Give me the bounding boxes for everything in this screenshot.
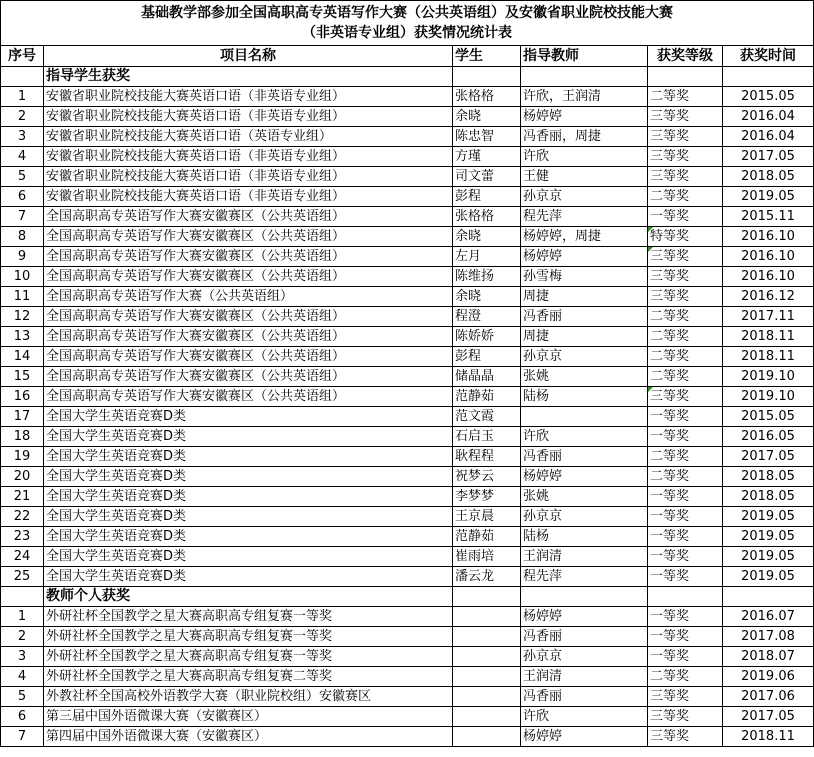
table-row (1, 547, 814, 567)
table-row (1, 467, 814, 487)
cell-no[interactable]: 13 (1, 327, 44, 347)
header-teacher[interactable]: 指导教师 (521, 46, 648, 67)
cell-student[interactable]: 范静茹 (453, 527, 521, 547)
cell-project[interactable]: 全国高职高专英语写作大赛安徽赛区（公共英语组） (44, 247, 453, 267)
table-row (1, 127, 814, 147)
table-row (1, 207, 814, 227)
cell-student[interactable] (453, 627, 521, 647)
table-row (1, 267, 814, 287)
table-row (1, 107, 814, 127)
section-empty-cell[interactable] (453, 587, 521, 607)
cell-student[interactable]: 储晶晶 (453, 367, 521, 387)
cell-time[interactable]: 2016.10 (723, 247, 814, 267)
cell-level[interactable]: 一等奖 (648, 407, 723, 427)
header-time[interactable]: 获奖时间 (723, 46, 814, 67)
cell-teacher[interactable]: 周捷 (521, 327, 648, 347)
cell-no[interactable]: 12 (1, 307, 44, 327)
cell-level[interactable]: 三等奖 (648, 687, 723, 707)
cell-time[interactable]: 2019.10 (723, 387, 814, 407)
cell-time[interactable]: 2016.12 (723, 287, 814, 307)
cell-project[interactable]: 全国高职高专英语写作大赛安徽赛区（公共英语组） (44, 367, 453, 387)
table-row (1, 627, 814, 647)
section-empty-cell[interactable] (723, 587, 814, 607)
cell-no[interactable]: 3 (1, 127, 44, 147)
cell-level[interactable]: 二等奖 (648, 367, 723, 387)
header-row (1, 46, 814, 67)
cell-level[interactable]: 一等奖 (648, 527, 723, 547)
cell-teacher[interactable]: 冯香丽 (521, 307, 648, 327)
cell-no[interactable]: 10 (1, 267, 44, 287)
cell-teacher[interactable]: 孙京京 (521, 647, 648, 667)
cell-time[interactable]: 2019.06 (723, 667, 814, 687)
cell-no[interactable]: 8 (1, 227, 44, 247)
cell-no[interactable]: 21 (1, 487, 44, 507)
cell-project[interactable]: 全国大学生英语竞赛D类 (44, 487, 453, 507)
cell-level[interactable]: 三等奖 (648, 127, 723, 147)
cell-project[interactable]: 全国高职高专英语写作大赛安徽赛区（公共英语组） (44, 327, 453, 347)
cell-no[interactable]: 18 (1, 427, 44, 447)
cell-project[interactable]: 全国大学生英语竞赛D类 (44, 567, 453, 587)
cell-no[interactable]: 16 (1, 387, 44, 407)
cell-no[interactable]: 2 (1, 107, 44, 127)
cell-teacher[interactable]: 孙京京 (521, 347, 648, 367)
table-row (1, 567, 814, 587)
cell-level[interactable]: 三等奖 (648, 287, 723, 307)
cell-teacher[interactable]: 许欣 (521, 427, 648, 447)
table-row (1, 87, 814, 107)
cell-time[interactable]: 2016.10 (723, 267, 814, 287)
table-row (1, 607, 814, 627)
cell-level[interactable]: 三等奖 (648, 167, 723, 187)
cell-time[interactable]: 2015.05 (723, 87, 814, 107)
table-row (1, 327, 814, 347)
cell-no[interactable]: 3 (1, 647, 44, 667)
cell-time[interactable]: 2018.11 (723, 347, 814, 367)
cell-level[interactable]: 一等奖 (648, 427, 723, 447)
cell-student[interactable]: 潘云龙 (453, 567, 521, 587)
cell-student[interactable]: 余晓 (453, 287, 521, 307)
table-row (1, 147, 814, 167)
cell-time[interactable]: 2017.06 (723, 687, 814, 707)
cell-level[interactable]: 二等奖 (648, 447, 723, 467)
cell-student[interactable]: 陈娇娇 (453, 327, 521, 347)
cell-project[interactable]: 外研社杯全国教学之星大赛高职高专组复赛二等奖 (44, 667, 453, 687)
cell-teacher[interactable]: 陆杨 (521, 387, 648, 407)
table-row (1, 287, 814, 307)
cell-time[interactable]: 2019.05 (723, 507, 814, 527)
cell-student[interactable] (453, 667, 521, 687)
title-line-2: （非英语专业组）获奖情况统计表 (302, 25, 512, 41)
cell-time[interactable]: 2017.05 (723, 147, 814, 167)
cell-student[interactable]: 范文霞 (453, 407, 521, 427)
cell-time[interactable]: 2017.08 (723, 627, 814, 647)
cell-project[interactable]: 外研社杯全国教学之星大赛高职高专组复赛一等奖 (44, 627, 453, 647)
table-row (1, 527, 814, 547)
cell-level[interactable]: 三等奖 (648, 107, 723, 127)
cell-project[interactable]: 全国大学生英语竞赛D类 (44, 547, 453, 567)
cell-project[interactable]: 全国大学生英语竞赛D类 (44, 407, 453, 427)
cell-teacher[interactable]: 周捷 (521, 287, 648, 307)
cell-teacher[interactable]: 许欣，王润清 (521, 87, 648, 107)
cell-project[interactable]: 全国高职高专英语写作大赛安徽赛区（公共英语组） (44, 387, 453, 407)
cell-level[interactable]: 三等奖 (648, 387, 723, 407)
cell-no[interactable]: 19 (1, 447, 44, 467)
cell-project[interactable]: 外教社杯全国高校外语教学大赛（职业院校组）安徽赛区 (44, 687, 453, 707)
table-row (1, 687, 814, 707)
cell-no[interactable]: 6 (1, 187, 44, 207)
cell-project[interactable]: 安徽省职业院校技能大赛英语口语（非英语专业组） (44, 87, 453, 107)
cell-project[interactable]: 全国大学生英语竞赛D类 (44, 507, 453, 527)
cell-student[interactable]: 左月 (453, 247, 521, 267)
cell-teacher[interactable]: 许欣 (521, 147, 648, 167)
table-row (1, 347, 814, 367)
cell-project[interactable]: 全国高职高专英语写作大赛安徽赛区（公共英语组） (44, 267, 453, 287)
cell-no[interactable]: 17 (1, 407, 44, 427)
cell-teacher[interactable]: 张姚 (521, 487, 648, 507)
cell-level[interactable]: 一等奖 (648, 567, 723, 587)
cell-student[interactable]: 范静茹 (453, 387, 521, 407)
cell-time[interactable]: 2018.11 (723, 727, 814, 747)
header-no[interactable]: 序号 (1, 46, 44, 67)
cell-teacher[interactable]: 孙京京 (521, 507, 648, 527)
cell-level[interactable]: 二等奖 (648, 667, 723, 687)
cell-time[interactable]: 2017.05 (723, 707, 814, 727)
cell-time[interactable]: 2018.07 (723, 647, 814, 667)
cell-level[interactable]: 一等奖 (648, 647, 723, 667)
cell-no[interactable]: 9 (1, 247, 44, 267)
table-row (1, 727, 814, 747)
cell-project[interactable]: 安徽省职业院校技能大赛英语口语（非英语专业组） (44, 167, 453, 187)
cell-level[interactable]: 二等奖 (648, 87, 723, 107)
cell-student[interactable]: 崔雨培 (453, 547, 521, 567)
cell-time[interactable]: 2019.05 (723, 187, 814, 207)
cell-student[interactable] (453, 727, 521, 747)
cell-teacher[interactable]: 王润清 (521, 547, 648, 567)
cell-project[interactable]: 全国大学生英语竞赛D类 (44, 427, 453, 447)
cell-project[interactable]: 全国大学生英语竞赛D类 (44, 527, 453, 547)
cell-project[interactable]: 全国高职高专英语写作大赛安徽赛区（公共英语组） (44, 347, 453, 367)
cell-time[interactable]: 2019.05 (723, 527, 814, 547)
cell-level[interactable]: 二等奖 (648, 327, 723, 347)
cell-teacher[interactable]: 杨婷婷，周捷 (521, 227, 648, 247)
cell-time[interactable]: 2018.05 (723, 167, 814, 187)
cell-no[interactable]: 24 (1, 547, 44, 567)
title-line-1: 基础教学部参加全国高职高专英语写作大赛（公共英语组）及安徽省职业院校技能大赛 (141, 5, 673, 21)
cell-no[interactable]: 1 (1, 607, 44, 627)
cell-no[interactable]: 23 (1, 527, 44, 547)
cell-level[interactable]: 三等奖 (648, 267, 723, 287)
table-row (1, 507, 814, 527)
cell-teacher[interactable]: 冯香丽 (521, 447, 648, 467)
section-empty-cell[interactable] (1, 67, 44, 87)
cell-student[interactable] (453, 607, 521, 627)
section-empty-cell[interactable] (521, 67, 648, 87)
table-row (1, 407, 814, 427)
cell-level[interactable]: 三等奖 (648, 247, 723, 267)
cell-teacher[interactable]: 杨婷婷 (521, 607, 648, 627)
table-row (1, 427, 814, 447)
cell-project[interactable]: 全国高职高专英语写作大赛安徽赛区（公共英语组） (44, 307, 453, 327)
cell-level[interactable]: 特等奖 (648, 227, 723, 247)
cell-project[interactable]: 外研社杯全国教学之星大赛高职高专组复赛一等奖 (44, 647, 453, 667)
section-row-teachers (1, 587, 814, 607)
cell-project[interactable]: 安徽省职业院校技能大赛英语口语（英语专业组） (44, 127, 453, 147)
cell-teacher[interactable]: 杨婷婷 (521, 727, 648, 747)
cell-level[interactable]: 一等奖 (648, 627, 723, 647)
cell-no[interactable]: 6 (1, 707, 44, 727)
cell-student[interactable]: 耿程程 (453, 447, 521, 467)
cell-student[interactable]: 石启玉 (453, 427, 521, 447)
cell-no[interactable]: 5 (1, 167, 44, 187)
cell-project[interactable]: 第三届中国外语微课大赛（安徽赛区） (44, 707, 453, 727)
cell-student[interactable]: 张格格 (453, 87, 521, 107)
cell-time[interactable]: 2016.10 (723, 227, 814, 247)
cell-teacher[interactable]: 冯香丽 (521, 687, 648, 707)
cell-student[interactable]: 王京晨 (453, 507, 521, 527)
cell-no[interactable]: 25 (1, 567, 44, 587)
cell-no[interactable]: 7 (1, 727, 44, 747)
cell-level[interactable]: 三等奖 (648, 707, 723, 727)
cell-level[interactable]: 一等奖 (648, 547, 723, 567)
header-project[interactable]: 项目名称 (44, 46, 453, 67)
cell-student[interactable] (453, 707, 521, 727)
cell-time[interactable]: 2016.04 (723, 127, 814, 147)
cell-student[interactable] (453, 647, 521, 667)
cell-project[interactable]: 第四届中国外语微课大赛（安徽赛区） (44, 727, 453, 747)
cell-teacher[interactable]: 张姚 (521, 367, 648, 387)
cell-student[interactable] (453, 687, 521, 707)
cell-project[interactable]: 外研社杯全国教学之星大赛高职高专组复赛一等奖 (44, 607, 453, 627)
cell-no[interactable]: 1 (1, 87, 44, 107)
cell-teacher[interactable]: 程先萍 (521, 207, 648, 227)
cell-no[interactable]: 7 (1, 207, 44, 227)
cell-time[interactable]: 2015.11 (723, 207, 814, 227)
cell-no[interactable]: 15 (1, 367, 44, 387)
header-level[interactable]: 获奖等级 (648, 46, 723, 67)
cell-teacher[interactable]: 程先萍 (521, 567, 648, 587)
cell-no[interactable]: 14 (1, 347, 44, 367)
table-row (1, 667, 814, 687)
cell-level[interactable]: 二等奖 (648, 467, 723, 487)
cell-student[interactable]: 彭程 (453, 347, 521, 367)
section-empty-cell[interactable] (648, 67, 723, 87)
header-student[interactable]: 学生 (453, 46, 521, 67)
cell-teacher[interactable]: 王健 (521, 167, 648, 187)
cell-time[interactable]: 2016.07 (723, 607, 814, 627)
title-row (1, 1, 814, 46)
section-empty-cell[interactable] (1, 587, 44, 607)
cell-project[interactable]: 全国大学生英语竞赛D类 (44, 447, 453, 467)
cell-teacher[interactable]: 孙京京 (521, 187, 648, 207)
cell-no[interactable]: 5 (1, 687, 44, 707)
cell-student[interactable]: 余晓 (453, 227, 521, 247)
cell-project[interactable]: 全国高职高专英语写作大赛（公共英语组） (44, 287, 453, 307)
cell-time[interactable]: 2019.10 (723, 367, 814, 387)
section-empty-cell[interactable] (453, 67, 521, 87)
cell-student[interactable]: 李梦梦 (453, 487, 521, 507)
cell-student[interactable]: 方瑾 (453, 147, 521, 167)
cell-time[interactable]: 2018.05 (723, 467, 814, 487)
table-row (1, 707, 814, 727)
table-title (1, 1, 814, 46)
table-row (1, 367, 814, 387)
cell-teacher[interactable]: 杨婷婷 (521, 467, 648, 487)
cell-student[interactable]: 程澄 (453, 307, 521, 327)
section-title-teachers[interactable]: 教师个人获奖 (44, 587, 453, 607)
cell-teacher[interactable]: 杨婷婷 (521, 247, 648, 267)
cell-student[interactable]: 司文蕾 (453, 167, 521, 187)
table-row (1, 447, 814, 467)
cell-time[interactable]: 2019.05 (723, 567, 814, 587)
cell-no[interactable]: 20 (1, 467, 44, 487)
table-row (1, 487, 814, 507)
cell-no[interactable]: 2 (1, 627, 44, 647)
cell-teacher[interactable]: 冯香丽，周捷 (521, 127, 648, 147)
table-row (1, 387, 814, 407)
cell-level[interactable]: 一等奖 (648, 607, 723, 627)
section-empty-cell[interactable] (723, 67, 814, 87)
cell-time[interactable]: 2015.05 (723, 407, 814, 427)
cell-level[interactable]: 一等奖 (648, 507, 723, 527)
cell-project[interactable]: 安徽省职业院校技能大赛英语口语（非英语专业组） (44, 107, 453, 127)
cell-student[interactable]: 彭程 (453, 187, 521, 207)
cell-student[interactable]: 陈忠智 (453, 127, 521, 147)
cell-time[interactable]: 2019.05 (723, 547, 814, 567)
cell-no[interactable]: 4 (1, 147, 44, 167)
table-row (1, 247, 814, 267)
cell-no[interactable]: 11 (1, 287, 44, 307)
table-row (1, 167, 814, 187)
cell-project[interactable]: 全国高职高专英语写作大赛安徽赛区（公共英语组） (44, 207, 453, 227)
cell-level[interactable]: 一等奖 (648, 487, 723, 507)
cell-teacher[interactable]: 王润清 (521, 667, 648, 687)
cell-student[interactable]: 余晓 (453, 107, 521, 127)
cell-time[interactable]: 2018.11 (723, 327, 814, 347)
cell-time[interactable]: 2016.04 (723, 107, 814, 127)
cell-time[interactable]: 2017.11 (723, 307, 814, 327)
cell-teacher[interactable] (521, 407, 648, 427)
table-row (1, 647, 814, 667)
section-row-students (1, 67, 814, 87)
table-row (1, 307, 814, 327)
cell-level[interactable]: 二等奖 (648, 307, 723, 327)
cell-project[interactable]: 全国高职高专英语写作大赛安徽赛区（公共英语组） (44, 227, 453, 247)
section-empty-cell[interactable] (648, 587, 723, 607)
cell-student[interactable]: 张格格 (453, 207, 521, 227)
cell-no[interactable]: 4 (1, 667, 44, 687)
table-row (1, 187, 814, 207)
cell-teacher[interactable]: 许欣 (521, 707, 648, 727)
table-row (1, 227, 814, 247)
cell-level[interactable]: 二等奖 (648, 187, 723, 207)
cell-student[interactable]: 祝梦云 (453, 467, 521, 487)
cell-time[interactable]: 2017.05 (723, 447, 814, 467)
section-empty-cell[interactable] (521, 587, 648, 607)
cell-teacher[interactable]: 孙雪梅 (521, 267, 648, 287)
cell-teacher[interactable]: 陆杨 (521, 527, 648, 547)
cell-project[interactable]: 安徽省职业院校技能大赛英语口语（非英语专业组） (44, 147, 453, 167)
cell-level[interactable]: 一等奖 (648, 207, 723, 227)
cell-no[interactable]: 22 (1, 507, 44, 527)
cell-time[interactable]: 2016.05 (723, 427, 814, 447)
cell-teacher[interactable]: 冯香丽 (521, 627, 648, 647)
section-title-students[interactable]: 指导学生获奖 (44, 67, 453, 87)
cell-project[interactable]: 全国大学生英语竞赛D类 (44, 467, 453, 487)
cell-project[interactable]: 安徽省职业院校技能大赛英语口语（非英语专业组） (44, 187, 453, 207)
cell-teacher[interactable]: 杨婷婷 (521, 107, 648, 127)
cell-level[interactable]: 三等奖 (648, 147, 723, 167)
cell-time[interactable]: 2018.05 (723, 487, 814, 507)
cell-level[interactable]: 二等奖 (648, 347, 723, 367)
cell-level[interactable]: 三等奖 (648, 727, 723, 747)
cell-student[interactable]: 陈维扬 (453, 267, 521, 287)
